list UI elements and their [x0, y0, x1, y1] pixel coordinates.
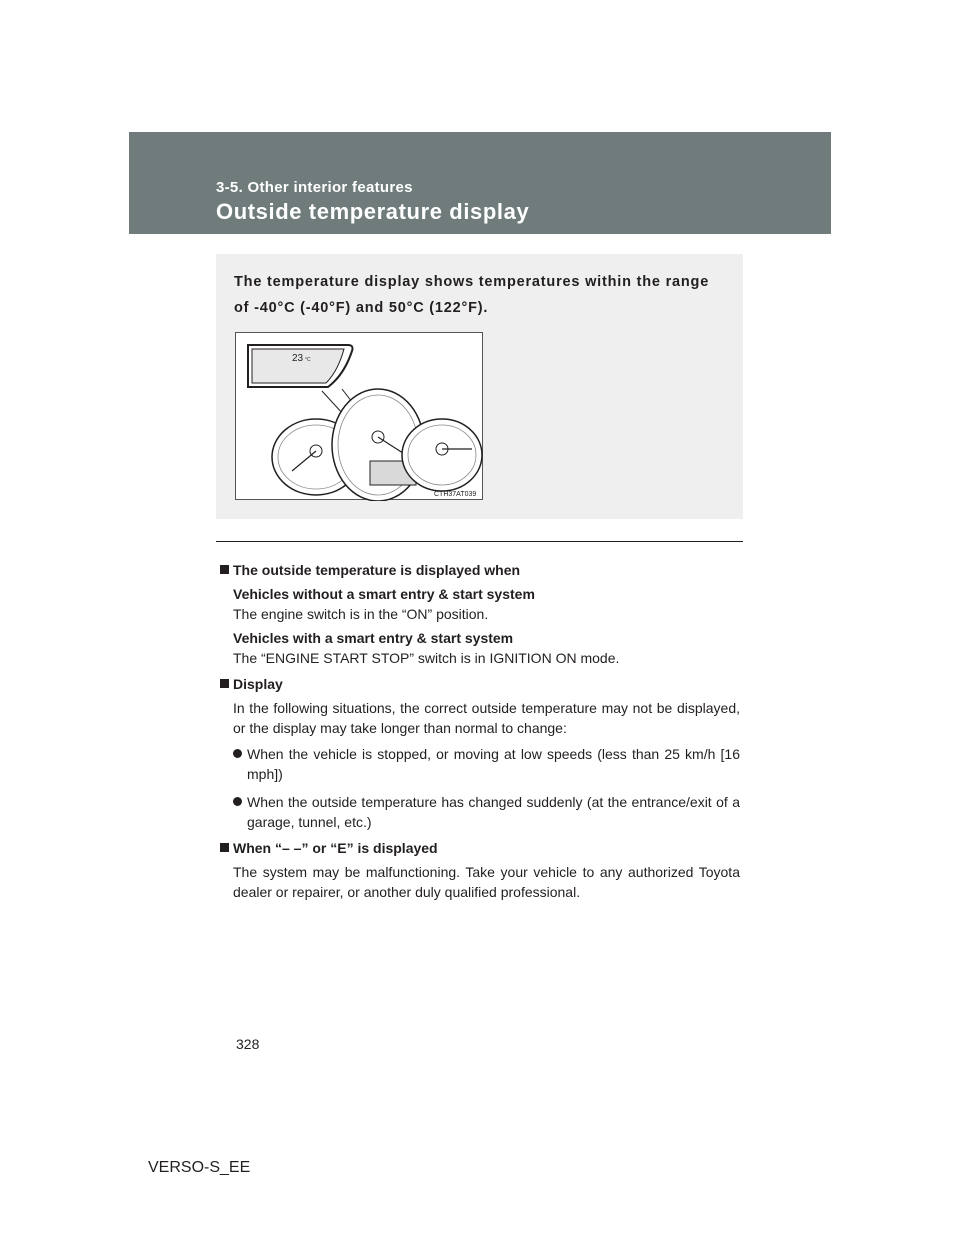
divider	[216, 541, 743, 542]
condition-block	[220, 584, 740, 624]
body-content	[220, 560, 740, 902]
section-paragraph: The system may be malfunctioning. Take your vehicle to any authorized Toyota dealer or repairer, or another duly qualified professional.	[233, 864, 740, 900]
list-item: When the outside temperature has changed suddenly (at the entrance/exit of a garage, tunnel, etc.)	[220, 792, 740, 832]
instrument-cluster-illustration	[236, 333, 484, 501]
section-heading: When “– –” or “E” is displayed	[220, 838, 740, 858]
list-item: When the vehicle is stopped, or moving at low speeds (less than 25 km/h [16 mph])	[220, 744, 740, 784]
intro-text: The temperature display shows temperatures within the range of -40°C (-40°F) and 50°C (122°F).	[234, 274, 710, 316]
intro-box	[216, 254, 743, 519]
condition-label: Vehicles without a smart entry & start system	[233, 586, 535, 602]
page-title: Outside temperature display	[216, 199, 530, 224]
footer-code: VERSO-S_EE	[148, 1159, 251, 1176]
condition-text: The engine switch is in the “ON” position.	[233, 606, 489, 622]
section-paragraph: In the following situations, the correct outside temperature may not be displayed, or the display may take longer than normal to change:	[233, 700, 740, 736]
display-unit-text: °C	[305, 357, 311, 363]
display-reading-text: 23	[292, 353, 304, 364]
figure-code: CTH37AT039	[434, 491, 477, 498]
section-label: 3-5. Other interior features	[216, 179, 413, 196]
condition-text: The “ENGINE START STOP” switch is in IGNITION ON mode.	[233, 650, 620, 666]
instrument-cluster-figure	[235, 332, 483, 500]
section-heading: The outside temperature is displayed when	[220, 560, 740, 580]
condition-block	[220, 628, 740, 668]
page-number: 328	[236, 1036, 260, 1052]
condition-label: Vehicles with a smart entry & start system	[233, 630, 514, 646]
section-heading: Display	[220, 674, 740, 694]
